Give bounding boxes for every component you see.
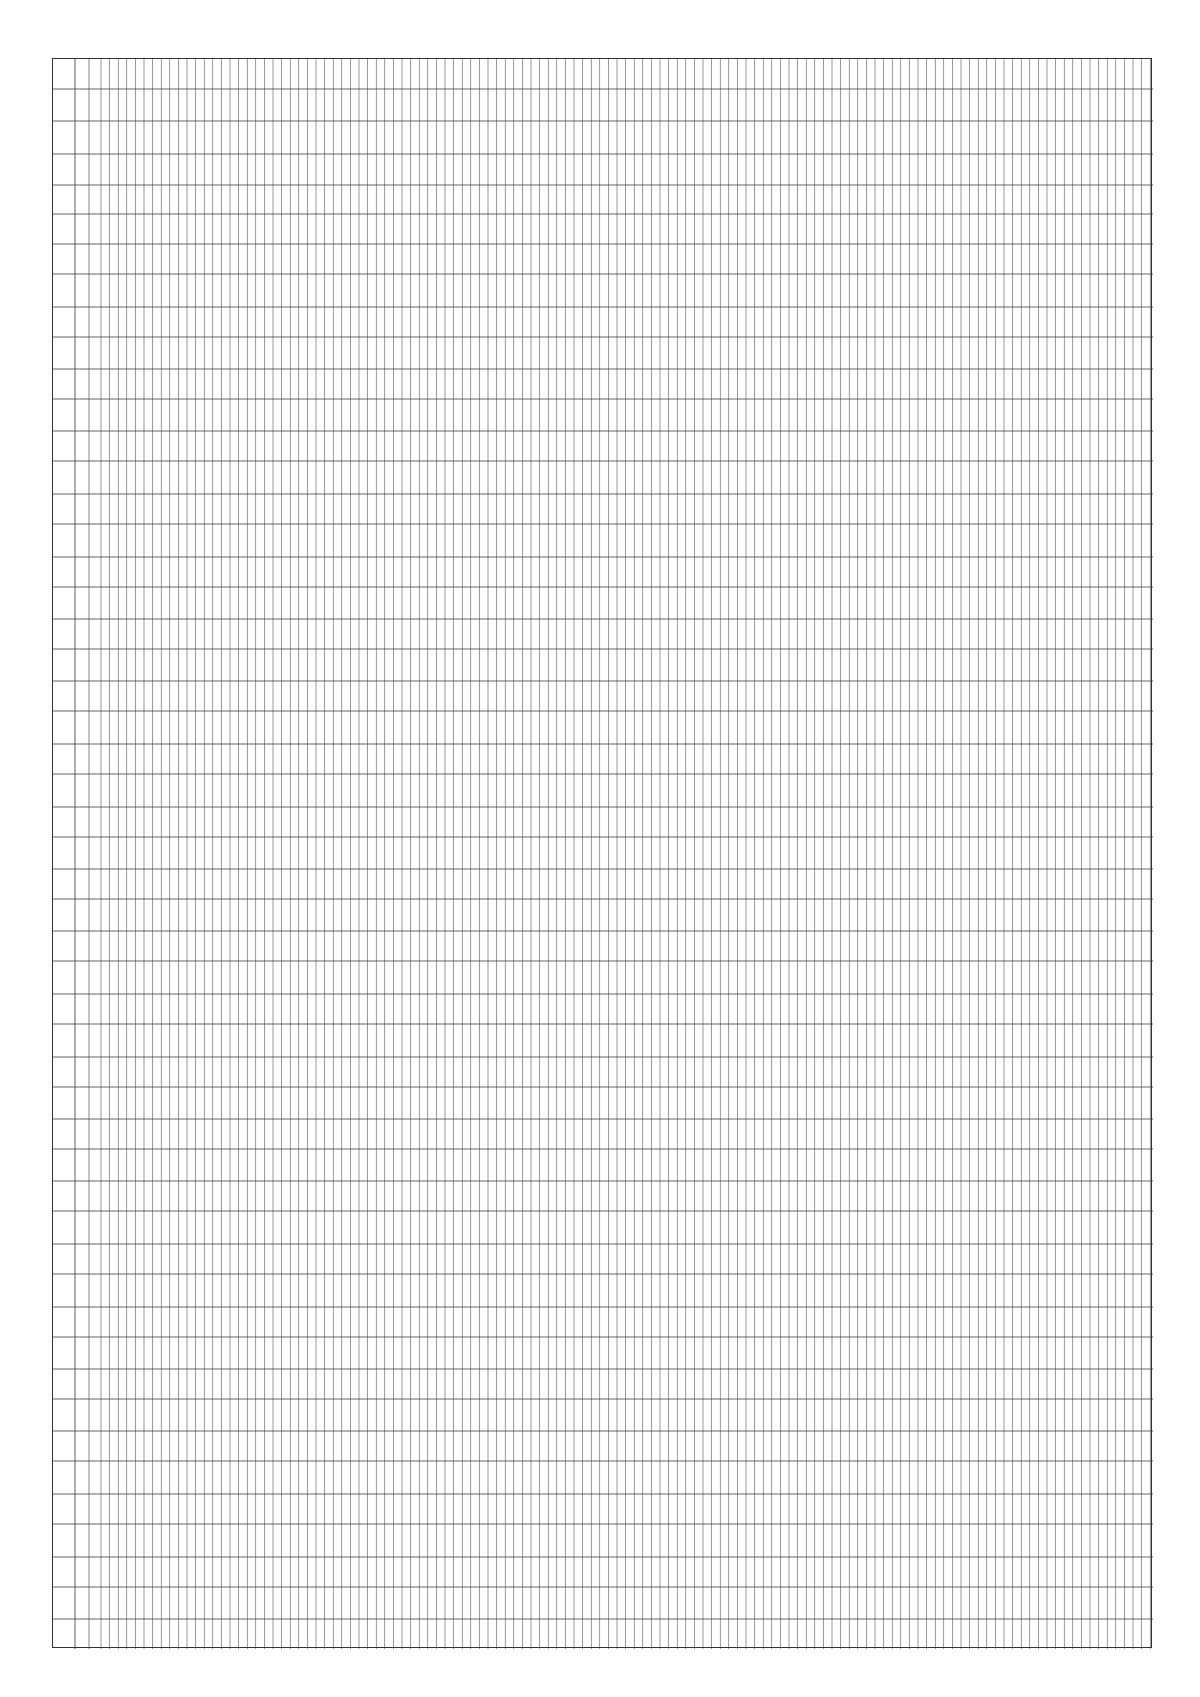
scanned-table-page [52, 58, 1152, 1648]
table-grid [53, 59, 1153, 1649]
